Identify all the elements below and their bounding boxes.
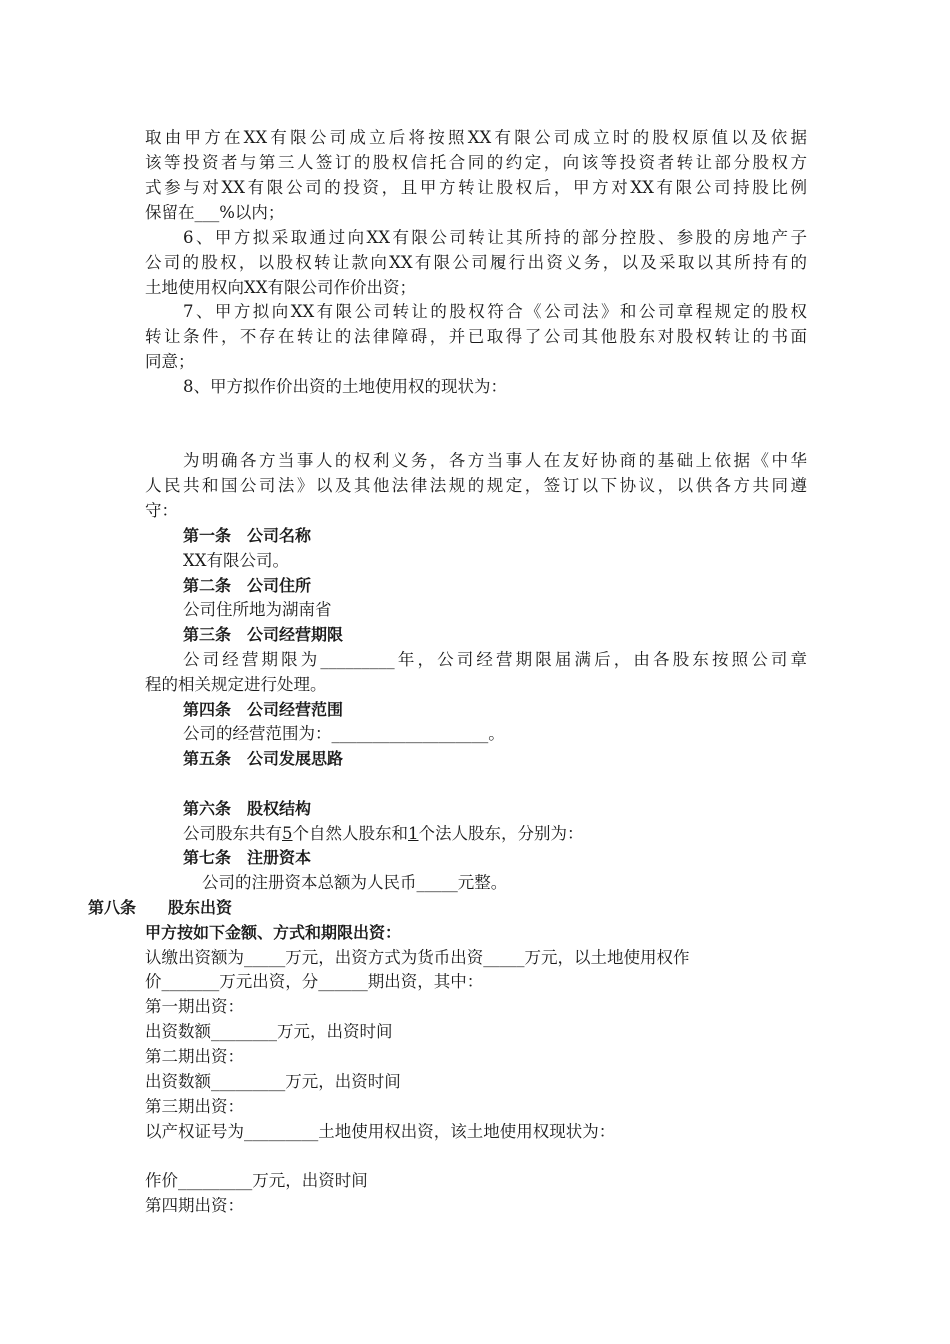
phase-3-land-line: 以产权证号为_________土地使用权出资，该土地使用权现状为： [145,1122,616,1141]
phase-3-valuation: 作价_________万元，出资时间 [145,1171,368,1190]
article-6-heading: 第六条 股权结构 [183,799,312,818]
phase-1-label: 第一期出资： [145,997,244,1016]
phase-3-label: 第三期出资： [145,1097,244,1116]
natural-shareholder-count: 5 [282,824,293,843]
article-2-heading: 第二条 公司住所 [183,576,312,595]
phase-2-label: 第二期出资： [145,1047,244,1066]
article-6-text-a: 公司股东共有 [183,824,282,843]
item6-line-1: 6、甲方拟采取通过向XX有限公司转让其所持的部分控股、参股的房地产子 [183,228,807,247]
land-valuation-line: 价_______万元出资，分______期出资，其中： [145,972,484,991]
article-3-heading: 第三条 公司经营期限 [183,625,344,644]
intro-line-1: 取由甲方在XX有限公司成立后将按照XX有限公司成立时的股权原值以及依据 [145,128,807,147]
preamble-line-1: 为明确各方当事人的权利义务，各方当事人在友好协商的基础上依据《中华 [183,451,807,470]
preamble-line-3: 守： [145,501,178,520]
item7-line-1: 7、甲方拟向XX有限公司转让的股权符合《公司法》和公司章程规定的股权 [183,302,807,321]
article-4-body: 公司的经营范围为：___________________。 [183,724,505,743]
legal-shareholder-count: 1 [408,824,419,843]
intro-line-4: 保留在___%以内； [145,203,285,222]
article-3-body-line-2: 程的相关规定进行处理。 [145,675,327,694]
article-1-body: XX有限公司。 [183,551,289,570]
item6-line-3: 土地使用权向XX有限公司作价出资； [145,278,416,297]
article-7-heading: 第七条 注册资本 [183,848,312,867]
article-6-text-c: 个法人股东，分别为： [418,824,584,843]
article-6-text-b: 个自然人股东和 [292,824,408,843]
party-a-contribution-heading: 甲方按如下金额、方式和期限出资： [145,923,402,942]
intro-line-2: 该等投资者与第三人签订的股权信托合同的约定，向该等投资者转让部分股权方 [145,153,807,172]
preamble-line-2: 人民共和国公司法》以及其他法律法规的规定，签订以下协议，以供各方共同遵 [145,476,807,495]
item8-line: 8、甲方拟作价出资的土地使用权的现状为： [183,377,507,396]
item7-line-2: 转让条件，不存在转让的法律障碍，并已取得了公司其他股东对股权转让的书面 [145,327,807,346]
intro-line-3: 式参与对XX有限公司的投资，且甲方转让股权后，甲方对XX有限公司持股比例 [145,178,807,197]
article-4-heading: 第四条 公司经营范围 [183,700,344,719]
article-5-heading: 第五条 公司发展思路 [183,749,344,768]
article-3-body-line-1: 公司经营期限为_________年，公司经营期限届满后，由各股东按照公司章 [183,650,807,669]
article-7-body: 公司的注册资本总额为人民币_____元整。 [202,873,508,892]
item6-line-2: 公司的股权，以股权转让款向XX有限公司履行出资义务，以及采取以其所持有的 [145,253,807,272]
item7-line-3: 同意； [145,352,195,371]
phase-2-amount: 出资数额_________万元，出资时间 [145,1072,401,1091]
phase-4-label: 第四期出资： [145,1196,244,1215]
article-2-body: 公司住所地为湖南省 [183,600,332,619]
phase-1-amount: 出资数额________万元，出资时间 [145,1022,393,1041]
article-6-body [183,822,584,846]
subscribed-amount-line: 认缴出资额为_____万元，出资方式为货币出资_____万元，以土地使用权作 [145,948,690,967]
article-8-heading: 第八条 股东出资 [88,898,233,917]
article-1-heading: 第一条 公司名称 [183,526,312,545]
